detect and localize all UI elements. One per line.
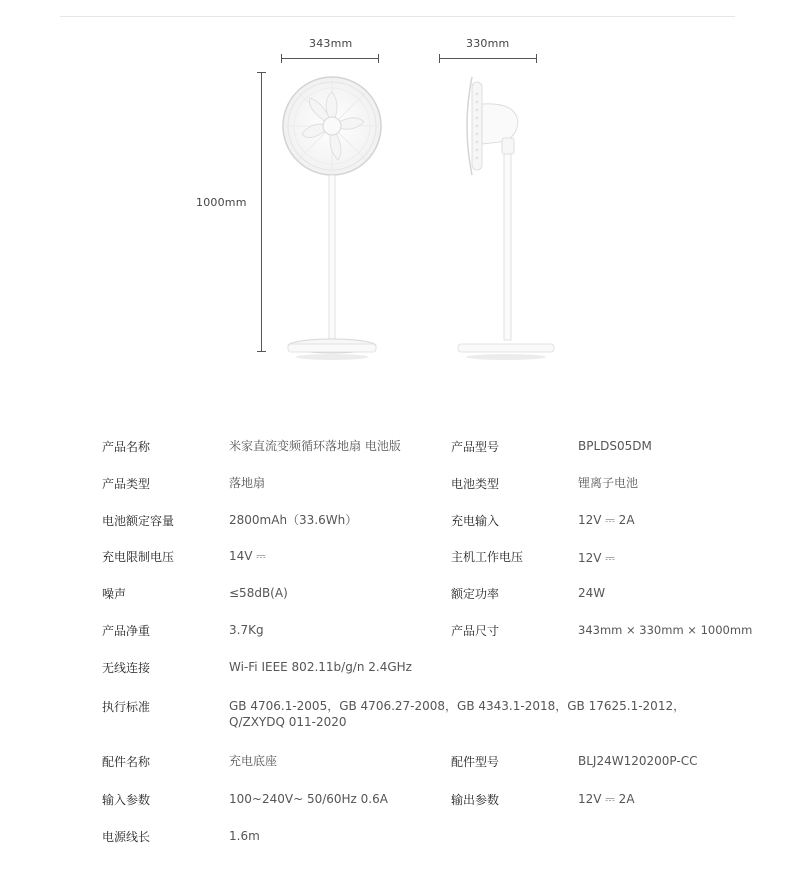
spec-value: ≤58dB(A)	[229, 586, 288, 600]
spec-value: 14V ⎓	[229, 549, 266, 563]
spec-value: 落地扇	[229, 476, 266, 490]
height-tick-top	[257, 72, 266, 73]
spec-value: 2800mAh（33.6Wh）	[229, 513, 358, 527]
side-width-tick-right	[536, 54, 537, 63]
spec-label: 电池类型	[451, 477, 500, 491]
spec-value: 米家直流变频循环落地扇 电池版	[229, 439, 401, 453]
product-dimension-figure	[0, 0, 800, 400]
spec-label: 充电限制电压	[102, 550, 175, 564]
spec-value: 100~240V~ 50/60Hz 0.6A	[229, 792, 388, 806]
side-width-tick-left	[439, 54, 440, 63]
spec-label: 配件名称	[102, 755, 151, 769]
spec-label: 输出参数	[451, 793, 500, 807]
spec-value: 12V ⎓ 2A	[578, 792, 635, 806]
fan-side-view-illustration	[456, 74, 560, 364]
spec-value: 1.6m	[229, 829, 260, 843]
side-width-line	[439, 58, 537, 59]
front-width-label: 343mm	[309, 37, 353, 50]
spec-value-line2: Q/ZXYDQ 011-2020	[229, 715, 347, 729]
fan-front-view-illustration	[280, 74, 384, 364]
spec-value: Wi-Fi IEEE 802.11b/g/n 2.4GHz	[229, 660, 412, 674]
spec-label: 电源线长	[102, 830, 151, 844]
spec-label: 产品名称	[102, 440, 151, 454]
spec-label: 执行标准	[102, 700, 151, 714]
spec-label: 产品尺寸	[451, 624, 500, 638]
spec-label: 输入参数	[102, 793, 151, 807]
spec-value: BPLDS05DM	[578, 439, 652, 453]
front-width-tick-right	[378, 54, 379, 63]
spec-value: 12V ⎓	[578, 551, 615, 565]
spec-label: 充电输入	[451, 514, 500, 528]
spec-label: 产品类型	[102, 477, 151, 491]
spec-label: 额定功率	[451, 587, 500, 601]
spec-value: 343mm × 330mm × 1000mm	[578, 623, 753, 637]
spec-value: 24W	[578, 586, 606, 600]
spec-value: 12V ⎓ 2A	[578, 513, 635, 527]
spec-label: 产品净重	[102, 624, 151, 638]
spec-label: 产品型号	[451, 440, 500, 454]
spec-value: GB 4706.1-2005，GB 4706.27-2008，GB 4343.1-2018，GB 17625.1-2012，	[229, 699, 686, 713]
side-width-label: 330mm	[466, 37, 510, 50]
spec-value: BLJ24W120200P-CC	[578, 754, 698, 768]
height-tick-bottom	[257, 351, 266, 352]
height-label: 1000mm	[196, 196, 247, 209]
front-width-tick-left	[281, 54, 282, 63]
spec-label: 电池额定容量	[102, 514, 175, 528]
spec-value: 3.7Kg	[229, 623, 264, 637]
spec-value: 锂离子电池	[578, 476, 639, 490]
spec-value: 充电底座	[229, 754, 278, 768]
spec-label: 配件型号	[451, 755, 500, 769]
spec-label: 主机工作电压	[451, 550, 524, 564]
height-line	[261, 72, 262, 352]
spec-label: 无线连接	[102, 661, 151, 675]
front-width-line	[281, 58, 379, 59]
spec-label: 噪声	[102, 587, 127, 601]
